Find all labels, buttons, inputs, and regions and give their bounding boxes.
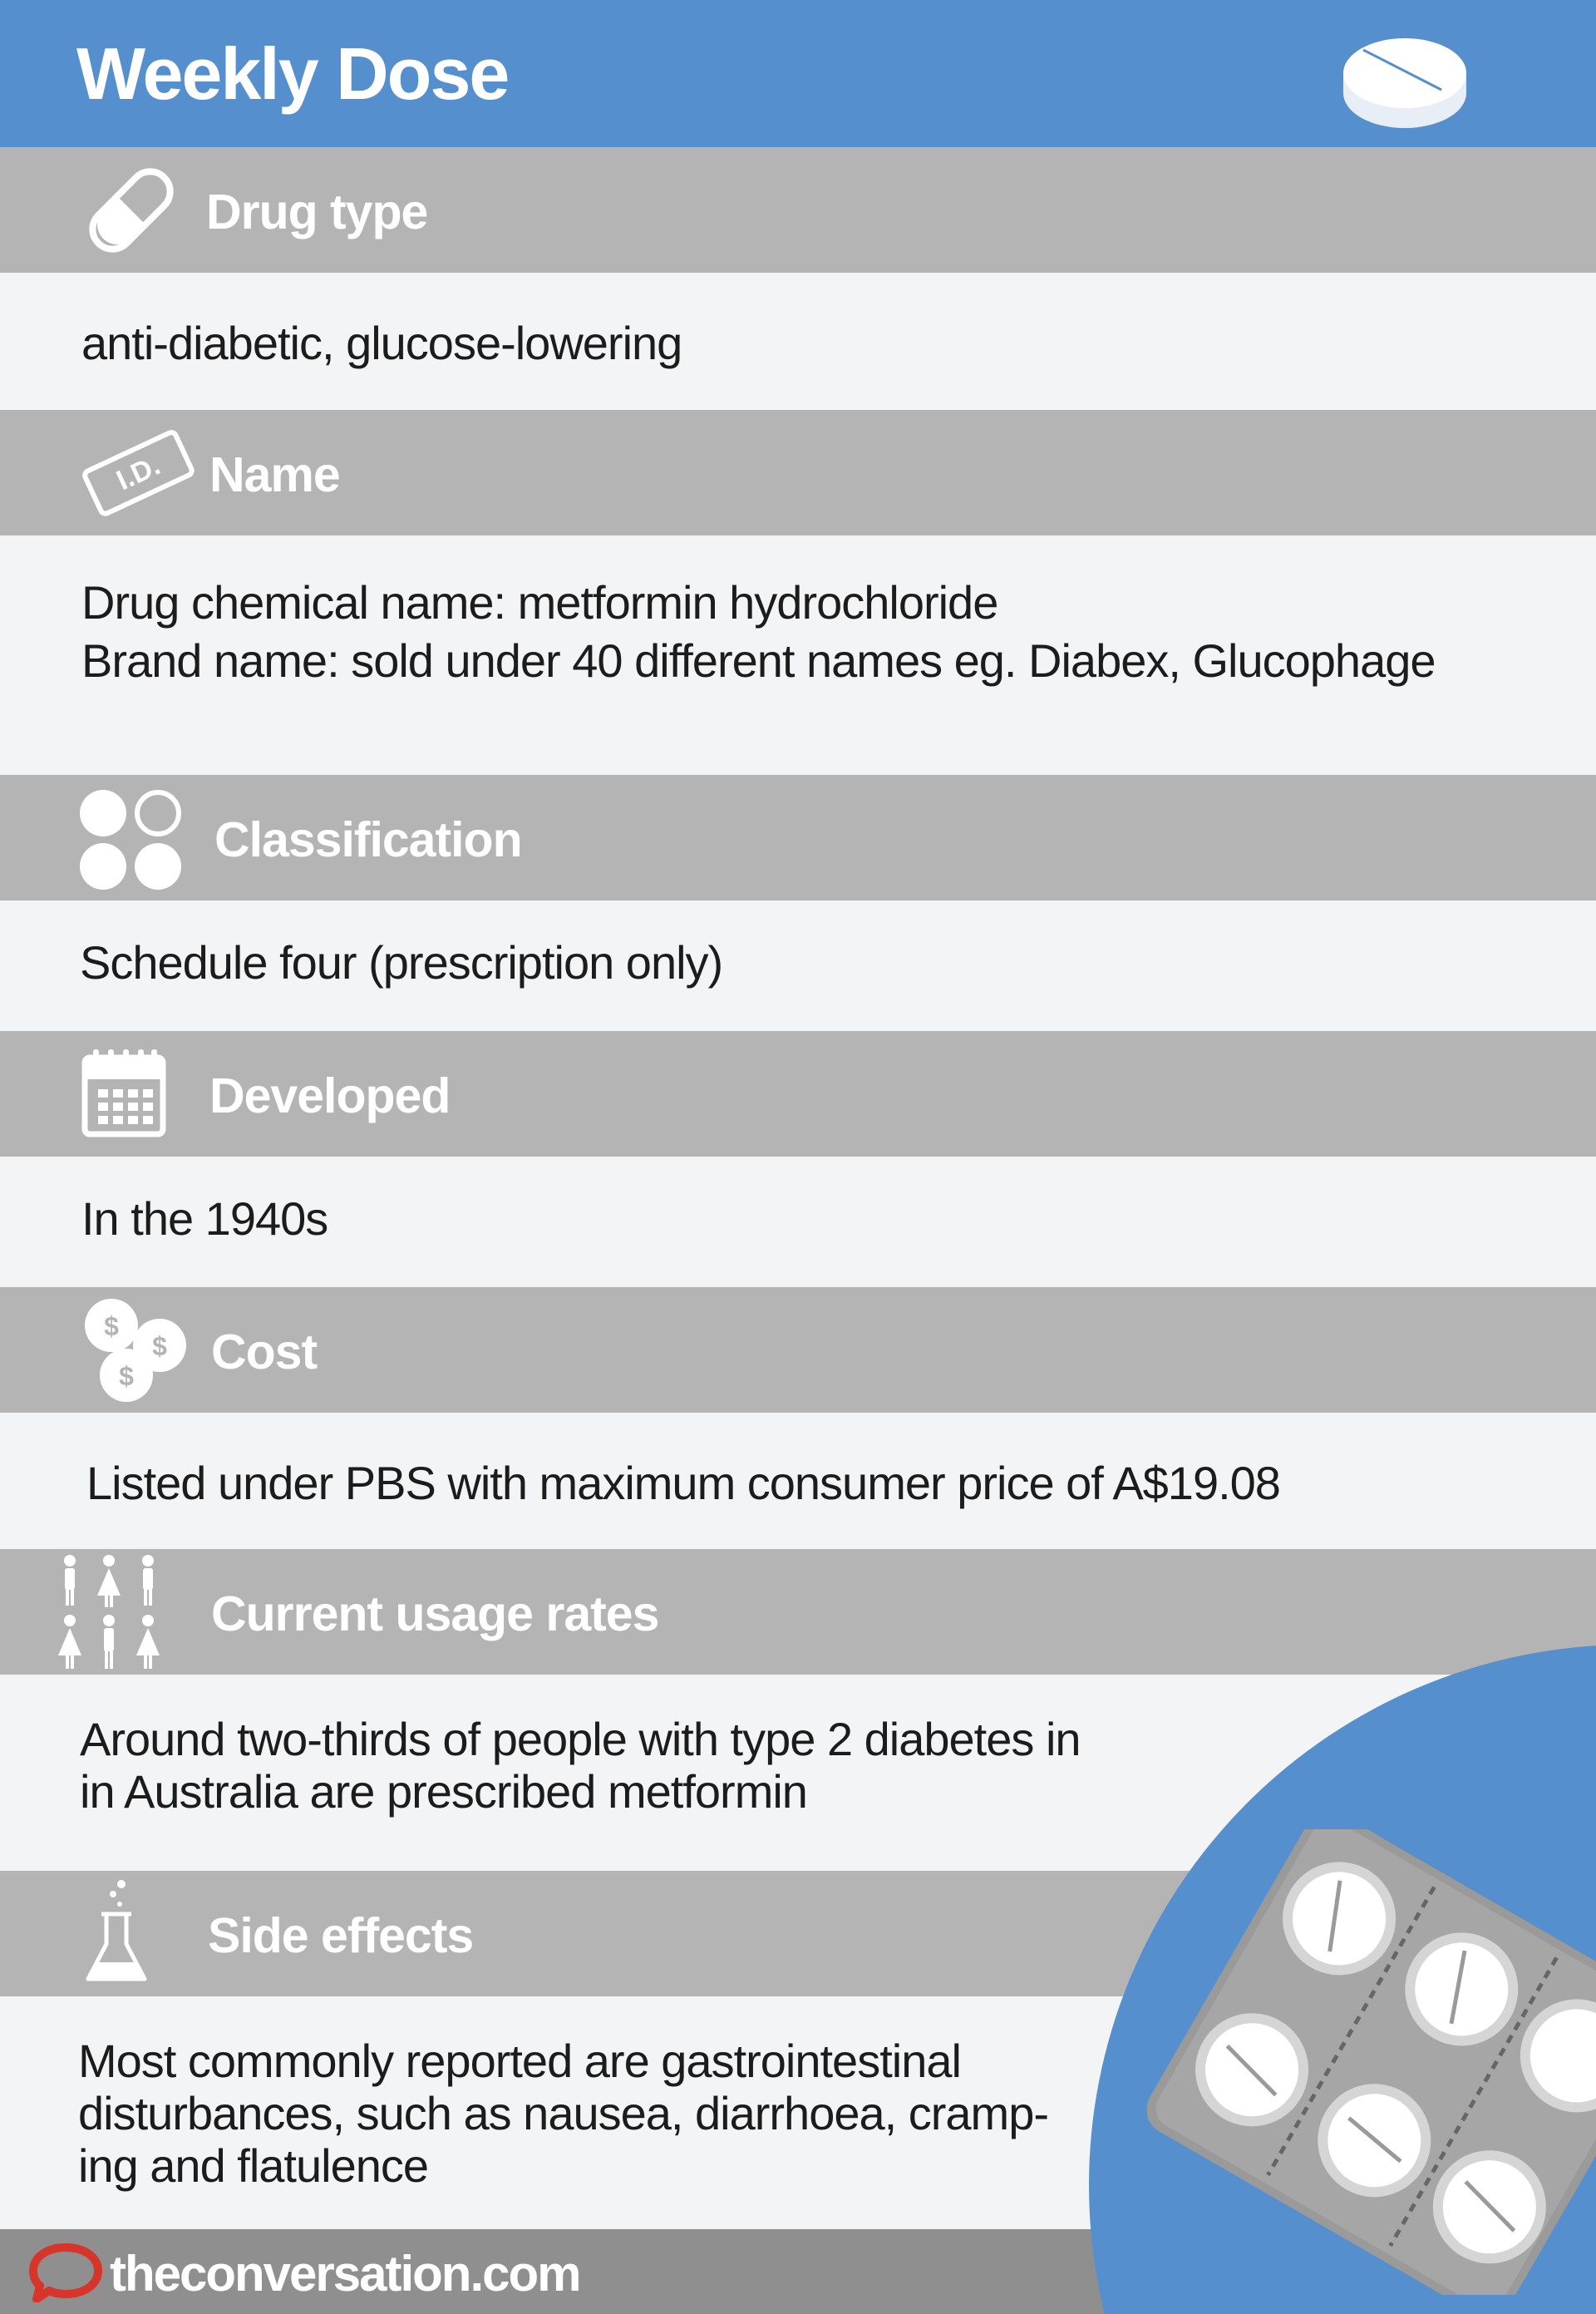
section-title: Side effects	[208, 1908, 474, 1963]
blister-pack-icon	[1147, 1829, 1596, 2295]
capsule-icon	[80, 159, 183, 262]
section-title: Cost	[211, 1325, 318, 1379]
coins-icon	[83, 1297, 191, 1405]
section-title: Developed	[209, 1068, 451, 1123]
section-body-developed	[0, 1157, 1596, 1287]
section-title: Classification	[214, 812, 522, 867]
body-text: Schedule four (prescription only)	[80, 936, 723, 989]
calendar-icon	[81, 1046, 166, 1137]
people-icon	[55, 1554, 163, 1675]
svg-text:I.D.: I.D.	[111, 449, 165, 497]
body-text: anti-diabetic, glucose-lowering	[81, 317, 682, 369]
section-header-developed	[0, 1031, 1596, 1157]
section-title: Current usage rates	[211, 1586, 659, 1641]
section-header-usage	[0, 1549, 1596, 1675]
footer-site-link[interactable]: theconversation.com	[110, 2246, 580, 2302]
body-text: Most commonly reported are gastrointestinal disturbances, such as nausea, diarrhoea, cramp- ing and flatulence	[78, 2035, 1048, 2192]
flask-icon	[83, 1879, 150, 1987]
body-text: In the 1940s	[81, 1192, 328, 1245]
section-body-cost	[0, 1413, 1596, 1549]
section-title: Name	[209, 447, 340, 502]
section-body-drug-type	[0, 273, 1596, 410]
section-body-classification	[0, 900, 1596, 1031]
svg-text:$: $	[152, 1331, 167, 1361]
body-text: Listed under PBS with maximum consumer price of A$19.08	[86, 1457, 1280, 1509]
section-header-cost	[0, 1287, 1596, 1413]
the-conversation-logo-icon	[28, 2242, 103, 2302]
section-header-drug-type	[0, 147, 1596, 273]
body-text: Drug chemical name: metformin hydrochloride Brand name: sold under 40 different names eg. Diabex, Glucophage	[81, 576, 1436, 687]
body-text: Around two-thirds of people with type 2 diabetes in in Australia are prescribed metformin	[80, 1713, 1081, 1818]
section-body-name	[0, 535, 1596, 775]
svg-text:$: $	[104, 1311, 119, 1341]
section-title: Drug type	[206, 185, 428, 239]
section-header-classification	[0, 775, 1596, 900]
id-tag-icon	[80, 427, 196, 518]
page-title: Weekly Dose	[76, 32, 509, 115]
section-header-name	[0, 410, 1596, 535]
pill-icon	[1338, 33, 1471, 133]
classification-dots-icon	[78, 788, 186, 891]
svg-text:$: $	[119, 1361, 134, 1391]
